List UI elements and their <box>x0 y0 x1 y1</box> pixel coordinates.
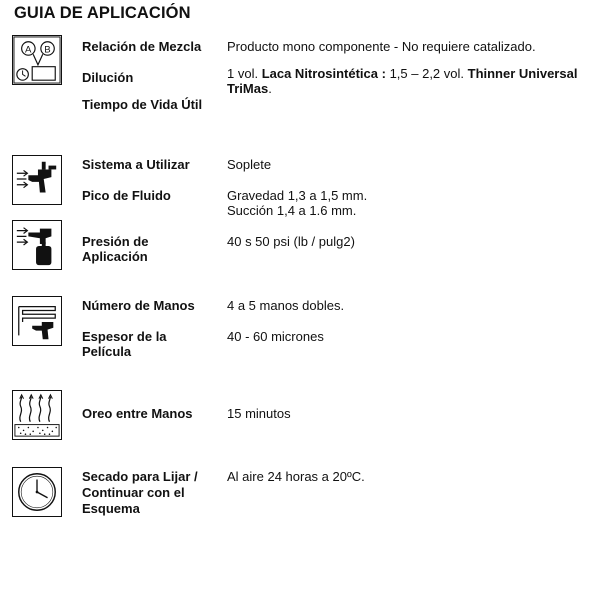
value-numero-manos: 4 a 5 manos dobles. <box>227 298 345 313</box>
spray-gun-icon <box>12 155 62 205</box>
label-espesor-pelicula-1: Espesor de la <box>82 329 167 344</box>
dilucion-thinner: Thinner Universal TriMas <box>227 66 578 96</box>
value-pico-succion: Succión 1,4 a 1.6 mm. <box>227 203 357 218</box>
label-pico-fluido: Pico de Fluido <box>82 188 171 203</box>
dilucion-ratio: 1,5 – 2,2 vol. <box>385 66 468 81</box>
label-presion-aplicacion-2: Aplicación <box>82 249 148 264</box>
value-sistema-utilizar: Soplete <box>227 157 272 172</box>
label-presion-aplicacion-1: Presión de <box>82 234 149 249</box>
value-espesor-pelicula: 40 - 60 micrones <box>227 329 324 344</box>
value-oreo-entre-manos: 15 minutos <box>227 406 291 421</box>
label-oreo-entre-manos: Oreo entre Manos <box>82 406 193 421</box>
value-secado: Al aire 24 horas a 20ºC. <box>227 469 365 484</box>
value-relacion-mezcla: Producto mono componente - No requiere catalizado. <box>227 39 536 54</box>
page-title: GUIA DE APLICACIÓN <box>14 4 191 22</box>
label-espesor-pelicula-2: Película <box>82 344 132 359</box>
label-relacion-mezcla: Relación de Mezcla <box>82 39 202 54</box>
label-tiempo-vida-util: Tiempo de Vida Útil <box>82 97 203 112</box>
clock-icon <box>12 467 62 517</box>
coats-icon <box>12 296 62 346</box>
dilucion-end: . <box>268 81 272 96</box>
label-dilucion: Dilución <box>82 70 134 85</box>
value-dilucion <box>227 66 595 96</box>
dilucion-part: 1 vol. <box>227 66 262 81</box>
label-secado-3: Esquema <box>82 501 140 516</box>
dilucion-product: Laca Nitrosintética : <box>261 66 386 81</box>
value-pico-gravedad: Gravedad 1,3 a 1,5 mm. <box>227 188 368 203</box>
value-presion-aplicacion: 40 s 50 psi (lb / pulg2) <box>227 234 355 249</box>
svg-text:B: B <box>44 44 51 56</box>
label-secado-2: Continuar con el <box>82 485 185 500</box>
spray-pressure-icon <box>12 220 62 270</box>
label-secado-1: Secado para Lijar / <box>82 469 198 484</box>
flash-off-icon <box>12 390 62 440</box>
mixing-ratio-icon <box>12 35 62 85</box>
label-sistema-utilizar: Sistema a Utilizar <box>82 157 190 172</box>
svg-text:A: A <box>25 44 32 56</box>
label-numero-manos: Número de Manos <box>82 298 195 313</box>
